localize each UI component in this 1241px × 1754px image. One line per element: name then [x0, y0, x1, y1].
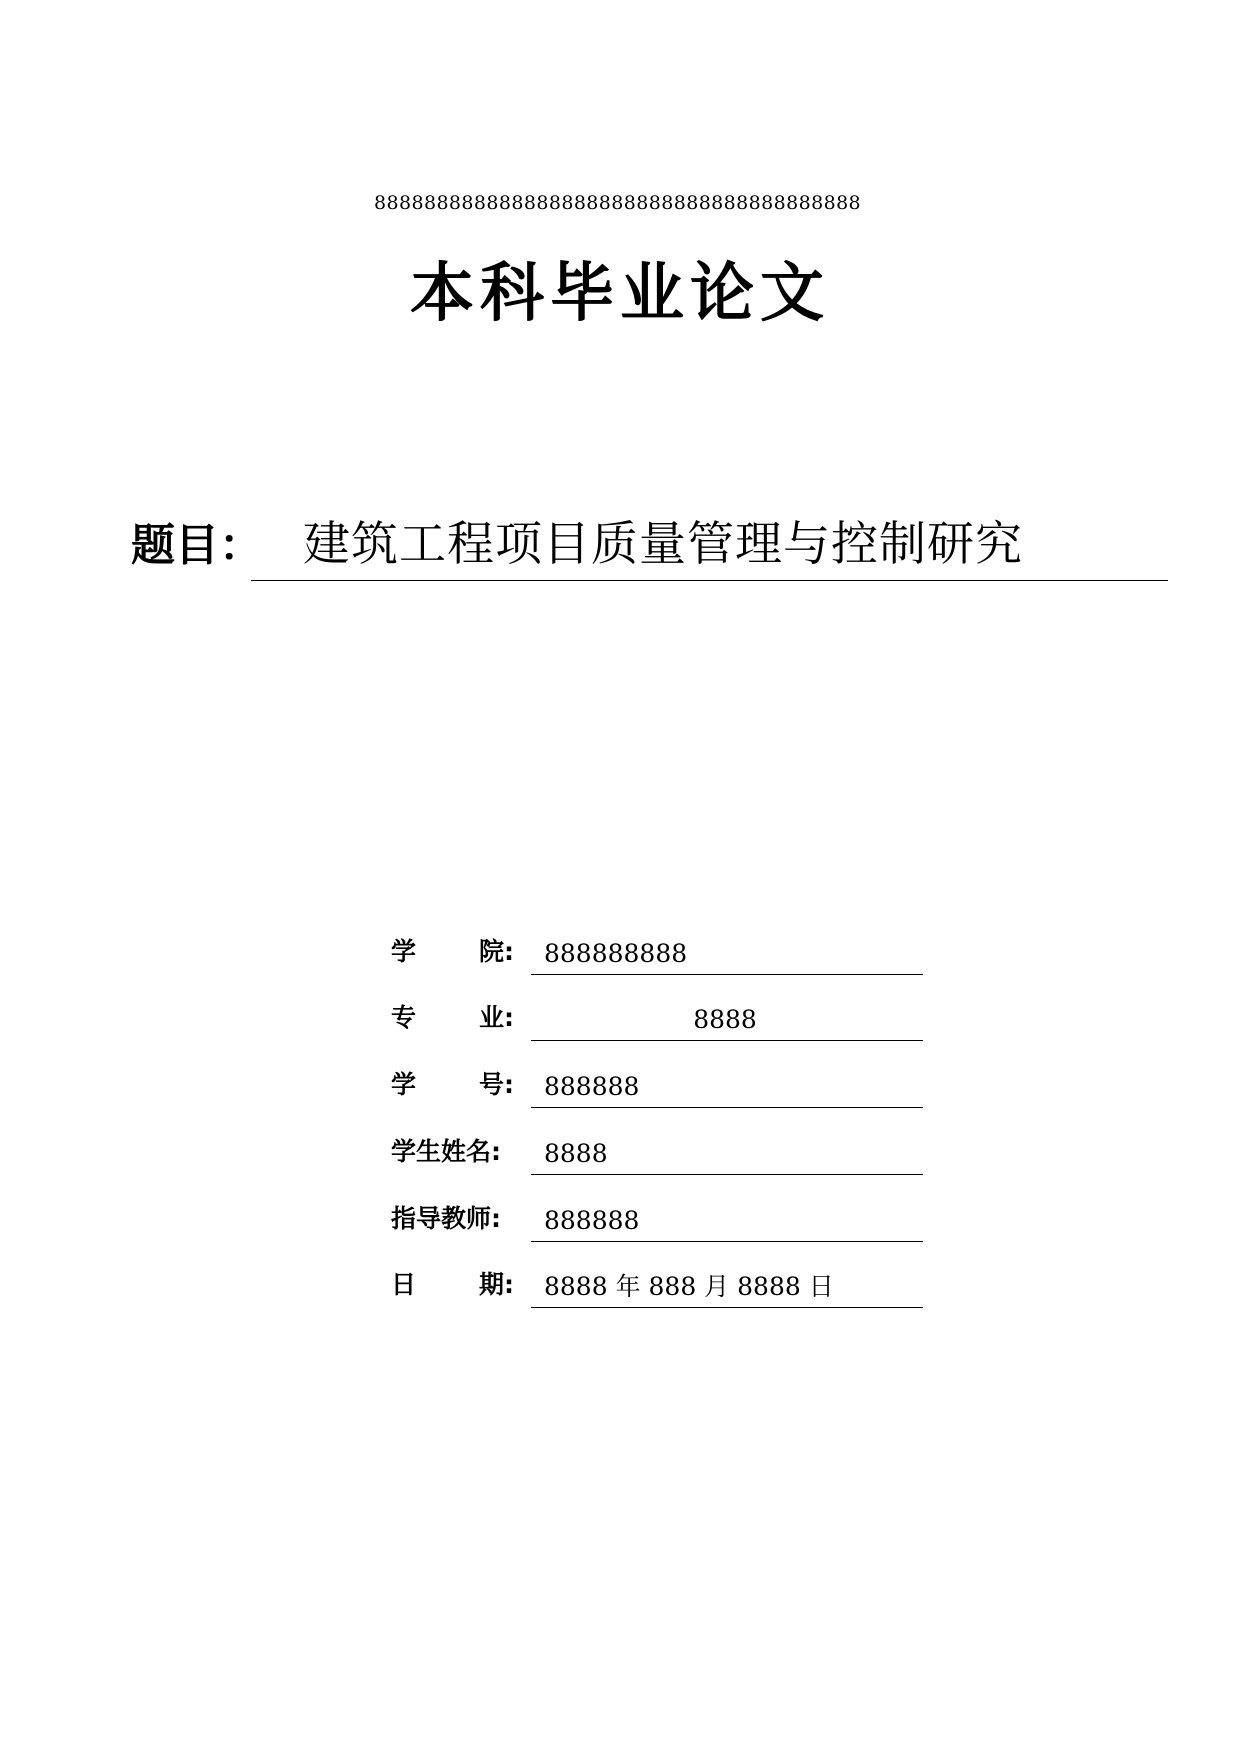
field-label-student-name-text: 学生姓名	[391, 1137, 492, 1166]
field-label-student-id-colon: :	[504, 1070, 515, 1099]
field-row-date	[389, 1267, 929, 1321]
field-label-student-id-char1: 学	[391, 1070, 417, 1099]
field-value-advisor: 888888	[544, 1206, 640, 1235]
field-label-date-char2: 期	[479, 1270, 505, 1299]
topic-label: 题目：	[131, 520, 263, 571]
field-value-student-id: 888888	[544, 1072, 640, 1101]
field-underline-date	[531, 1307, 923, 1308]
field-label-date-char1: 日	[391, 1270, 417, 1299]
field-label-college-char2: 院	[479, 937, 505, 966]
topic-value: 建筑工程项目质量管理与控制研究	[303, 517, 1023, 572]
main-title: 本科毕业论文	[410, 257, 830, 331]
field-label-college	[391, 934, 521, 970]
field-underline-student-id	[531, 1107, 923, 1108]
field-label-major	[391, 1000, 521, 1036]
field-label-college-colon: :	[504, 937, 515, 966]
field-row-student-name	[389, 1134, 929, 1188]
field-label-advisor	[391, 1201, 521, 1237]
field-value-major: 8888	[693, 1005, 757, 1034]
field-value-student-name: 8888	[544, 1139, 608, 1168]
field-label-major-colon: :	[504, 1003, 515, 1032]
field-label-date-colon: :	[504, 1270, 515, 1299]
field-underline-college	[531, 974, 923, 975]
field-label-major-char2: 业	[479, 1003, 505, 1032]
field-row-major	[389, 1000, 929, 1054]
field-underline-advisor	[531, 1241, 923, 1242]
info-form	[389, 934, 929, 1314]
field-label-student-id	[391, 1067, 521, 1103]
topic-underline	[251, 580, 1168, 581]
field-underline-student-name	[531, 1174, 923, 1175]
field-value-college: 888888888	[544, 939, 688, 968]
field-label-student-id-char2: 号	[479, 1070, 505, 1099]
field-label-major-char1: 专	[391, 1003, 417, 1032]
field-underline-major	[531, 1040, 923, 1041]
field-row-college	[389, 934, 929, 988]
field-label-student-name	[391, 1134, 521, 1170]
field-value-date: 8888 年 888 月 8888 日	[544, 1272, 834, 1301]
field-row-student-id	[389, 1067, 929, 1121]
field-label-student-name-colon: :	[491, 1137, 502, 1166]
field-label-advisor-text: 指导教师	[391, 1204, 492, 1233]
field-label-date	[391, 1267, 521, 1303]
field-label-college-char1: 学	[391, 937, 417, 966]
field-row-advisor	[389, 1201, 929, 1255]
header-number-line: 888888888888888888888888888888888888888	[374, 192, 862, 214]
field-label-advisor-colon: :	[491, 1204, 502, 1233]
